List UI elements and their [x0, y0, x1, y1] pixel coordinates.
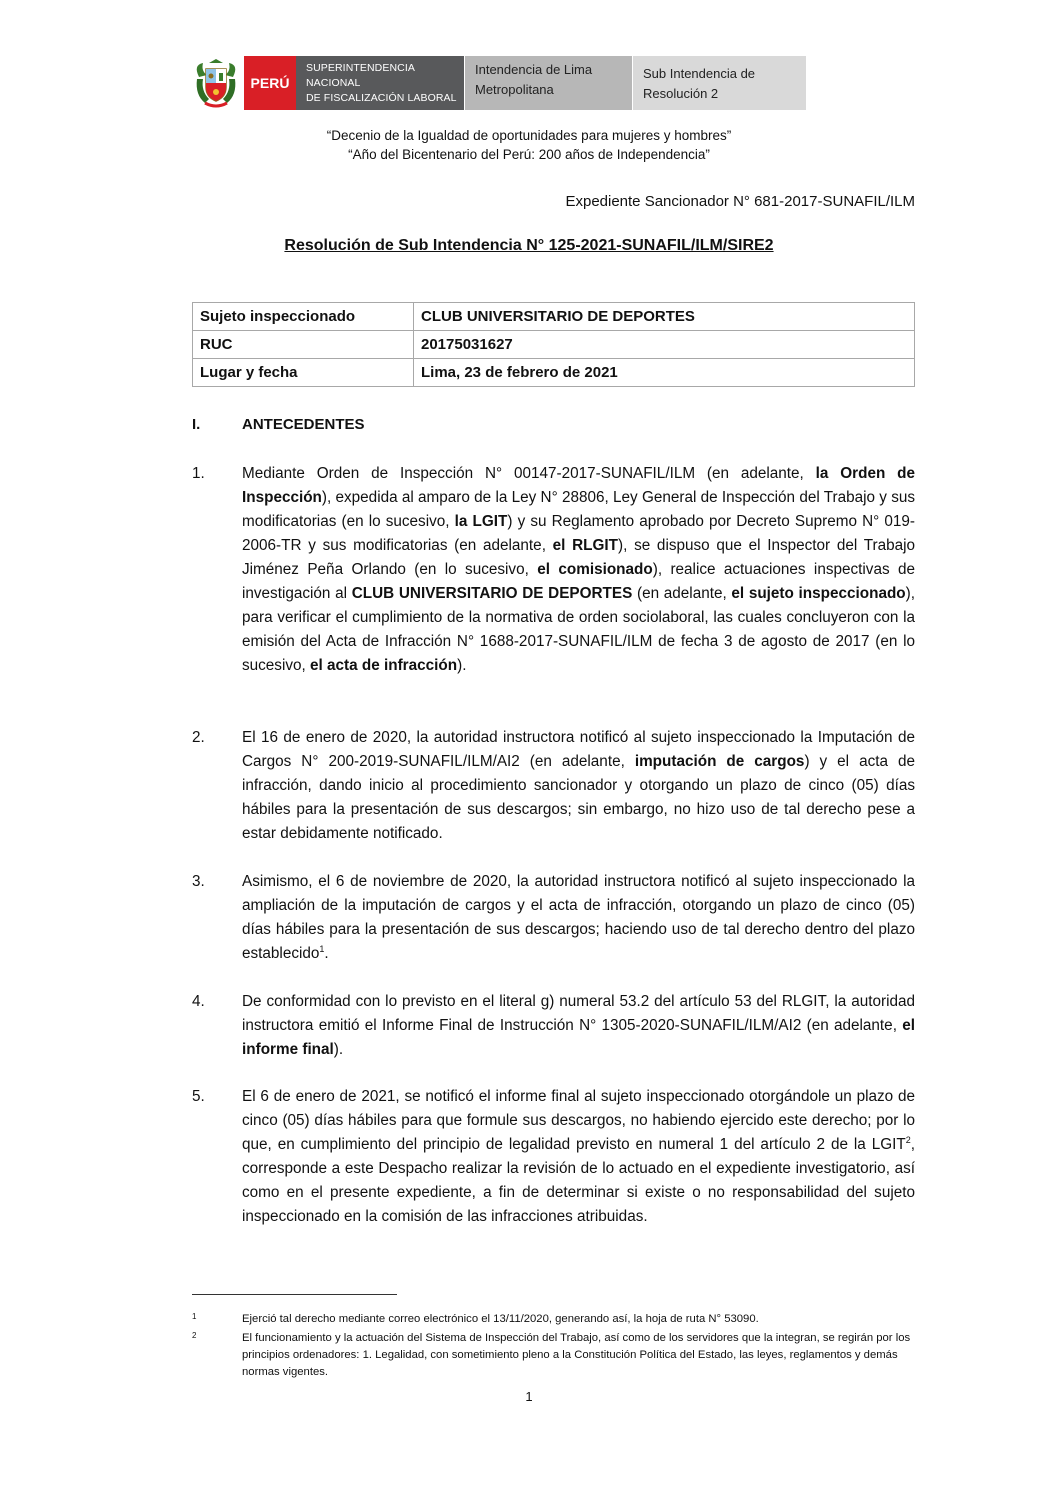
- text-run: ), realice actuaciones inspectivas de investigación al: [242, 561, 915, 602]
- defined-term: el comisionado: [537, 561, 653, 578]
- text-run: ), expedida al amparo de la Ley N° 28806, Ley General de Inspección del Trabajo y sus modificatorias (en lo sucesivo,: [242, 489, 915, 530]
- page-number: 1: [525, 1389, 533, 1404]
- section-number: I.: [192, 416, 201, 433]
- paragraph-5: [192, 1085, 915, 1229]
- defined-term: la LGIT: [454, 513, 508, 530]
- section-heading: [192, 416, 365, 433]
- table-label: RUC: [193, 331, 414, 359]
- defined-term: el informe final: [242, 1017, 915, 1058]
- subunit-name-block: [632, 56, 806, 110]
- table-row: [193, 359, 915, 387]
- defined-term: imputación de cargos: [634, 753, 805, 770]
- defined-term: el sujeto inspeccionado: [731, 585, 906, 602]
- unit-name-line1: Intendencia de Lima: [475, 62, 593, 77]
- subject-info-table: [192, 302, 915, 387]
- table-value: 20175031627: [414, 331, 915, 359]
- paragraph-number: 4.: [192, 993, 205, 1010]
- footnote-text: Ejerció tal derecho mediante correo electrónico el 13/11/2020, generando así, la hoja de ruta N° 53090.: [242, 1313, 759, 1325]
- paragraph-text: [242, 990, 915, 1062]
- defined-term: el RLGIT: [552, 537, 619, 554]
- text-run: ), se dispuso que el Inspector del Trabajo Jiménez Peña Orlando (en lo sucesivo,: [242, 537, 916, 578]
- footnote-reference: 1: [319, 943, 325, 954]
- defined-term: la Orden de Inspección: [242, 465, 915, 506]
- text-run: Mediante Orden de Inspección N° 00147-2017-SUNAFIL/ILM (en adelante,: [242, 465, 816, 482]
- table-row: [193, 331, 915, 359]
- paragraph-1: [192, 462, 915, 678]
- agency-name-block: [296, 56, 464, 110]
- text-run: ).: [457, 657, 467, 674]
- country-badge: PERÚ: [244, 56, 296, 110]
- page-header: [188, 56, 806, 110]
- subunit-name-line1: Sub Intendencia de: [643, 66, 756, 81]
- table-label: Sujeto inspeccionado: [193, 303, 414, 331]
- agency-name-line1: SUPERINTENDENCIA NACIONAL: [306, 61, 415, 89]
- paragraph-number: 3.: [192, 873, 205, 890]
- text-run: .: [324, 945, 329, 962]
- footnote-2: [192, 1330, 915, 1381]
- footnote-text: El funcionamiento y la actuación del Sistema de Inspección del Trabajo, así como de los servidores que la integran, se regirán por los principios ordenadores: 1. Legalidad, con sometimiento pleno a la Constitución Política del Estado, las leyes, reglamentos y demás normas vigentes.: [242, 1332, 911, 1378]
- motto-line2: “Año del Bicentenario del Perú: 200 años de Independencia”: [348, 147, 710, 162]
- text-run: ) y el acta de infracción, dando inicio al procedimiento sancionador y otorgando un plazo de cinco (05) días hábiles para la presentación de sus descargos; sin embargo, no hizo uso de tal derecho pese a estar debidamente notificado.: [242, 753, 916, 842]
- text-run: Asimismo, el 6 de noviembre de 2020, la autoridad instructora notificó al sujeto inspeccionado la ampliación de la imputación de cargos y el acta de infracción, otorgando un plazo de cinco (05) días hábiles para la presentación de sus descargos; haciendo uso de tal derecho dentro del plazo establecido: [242, 873, 915, 962]
- text-run: El 6 de enero de 2021, se notificó el informe final al sujeto inspeccionado otorgándole un plazo de cinco (05) días hábiles para que formule sus descargos, no habiendo ejercido este derecho; por lo que, en cumplimiento del principio de legalidad previsto en numeral 1 del artículo 2 de la LGIT: [242, 1088, 915, 1153]
- footnote-1: [192, 1311, 915, 1328]
- resolution-title: Resolución de Sub Intendencia N° 125-2021-SUNAFIL/ILM/SIRE2: [284, 237, 774, 254]
- table-value: Lima, 23 de febrero de 2021: [414, 359, 915, 387]
- paragraph-2: [192, 726, 915, 846]
- paragraph-4: [192, 990, 915, 1062]
- defined-term: el acta de infracción: [310, 657, 458, 674]
- footnote-reference: 2: [905, 1134, 911, 1145]
- paragraph-number: 1.: [192, 465, 205, 482]
- paragraph-number: 5.: [192, 1088, 205, 1105]
- paragraph-text: [242, 462, 915, 678]
- text-run: El 16 de enero de 2020, la autoridad instructora notificó al sujeto inspeccionado la Imputación de Cargos N° 200-2019-SUNAFIL/ILM/AI2 (en adelante,: [242, 729, 915, 770]
- text-run: De conformidad con lo previsto en el literal g) numeral 53.2 del artículo 53 del RLGIT, la autoridad instructora emitió el Informe Final de Instrucción N° 1305-2020-SUNAFIL/ILM/AI2 (en adelante,: [242, 993, 915, 1034]
- text-run: , corresponde a este Despacho realizar la revisión de lo actuado en el expediente investigatorio, así como en el presente expediente, a fin de determinar si existe o no responsabilidad del sujeto inspeccionado en la comisión de las infracciones atribuidas.: [242, 1136, 915, 1225]
- text-run: ), para verificar el cumplimiento de la normativa de orden sociolaboral, las cuales concluyeron con la emisión del Acta de Infracción N° 1688-2017-SUNAFIL/ILM de fecha 3 de agosto de 2017 (en lo sucesivo,: [242, 585, 916, 674]
- peru-coat-of-arms-logo: [188, 56, 244, 110]
- table-label: Lugar y fecha: [193, 359, 414, 387]
- text-run: ).: [333, 1041, 344, 1058]
- footnote-mark: 2: [192, 1331, 197, 1340]
- section-title: ANTECEDENTES: [242, 416, 365, 433]
- unit-name-block: [464, 56, 632, 110]
- defined-term: CLUB UNIVERSITARIO DE DEPORTES: [351, 585, 633, 602]
- footnote-mark: 1: [192, 1312, 197, 1321]
- paragraph-text: [242, 726, 915, 846]
- agency-name-line2: DE FISCALIZACIÓN LABORAL: [306, 91, 457, 104]
- footnote-separator: [192, 1294, 397, 1295]
- expediente-number: Expediente Sancionador N° 681-2017-SUNAFIL/ILM: [565, 193, 915, 210]
- table-value: CLUB UNIVERSITARIO DE DEPORTES: [414, 303, 915, 331]
- unit-name-line2: Metropolitana: [475, 82, 554, 97]
- text-run: ) y su Reglamento aprobado por Decreto Supremo N° 019-2006-TR y sus modificatorias (en adelante,: [242, 513, 915, 554]
- motto-line1: “Decenio de la Igualdad de oportunidades para mujeres y hombres”: [326, 128, 732, 143]
- paragraph-3: [192, 870, 915, 966]
- table-row: [193, 303, 915, 331]
- paragraph-text: [242, 1085, 915, 1229]
- subunit-name-line2: Resolución 2: [643, 86, 719, 101]
- paragraph-text: [242, 870, 915, 966]
- paragraph-number: 2.: [192, 729, 205, 746]
- text-run: (en adelante,: [632, 585, 732, 602]
